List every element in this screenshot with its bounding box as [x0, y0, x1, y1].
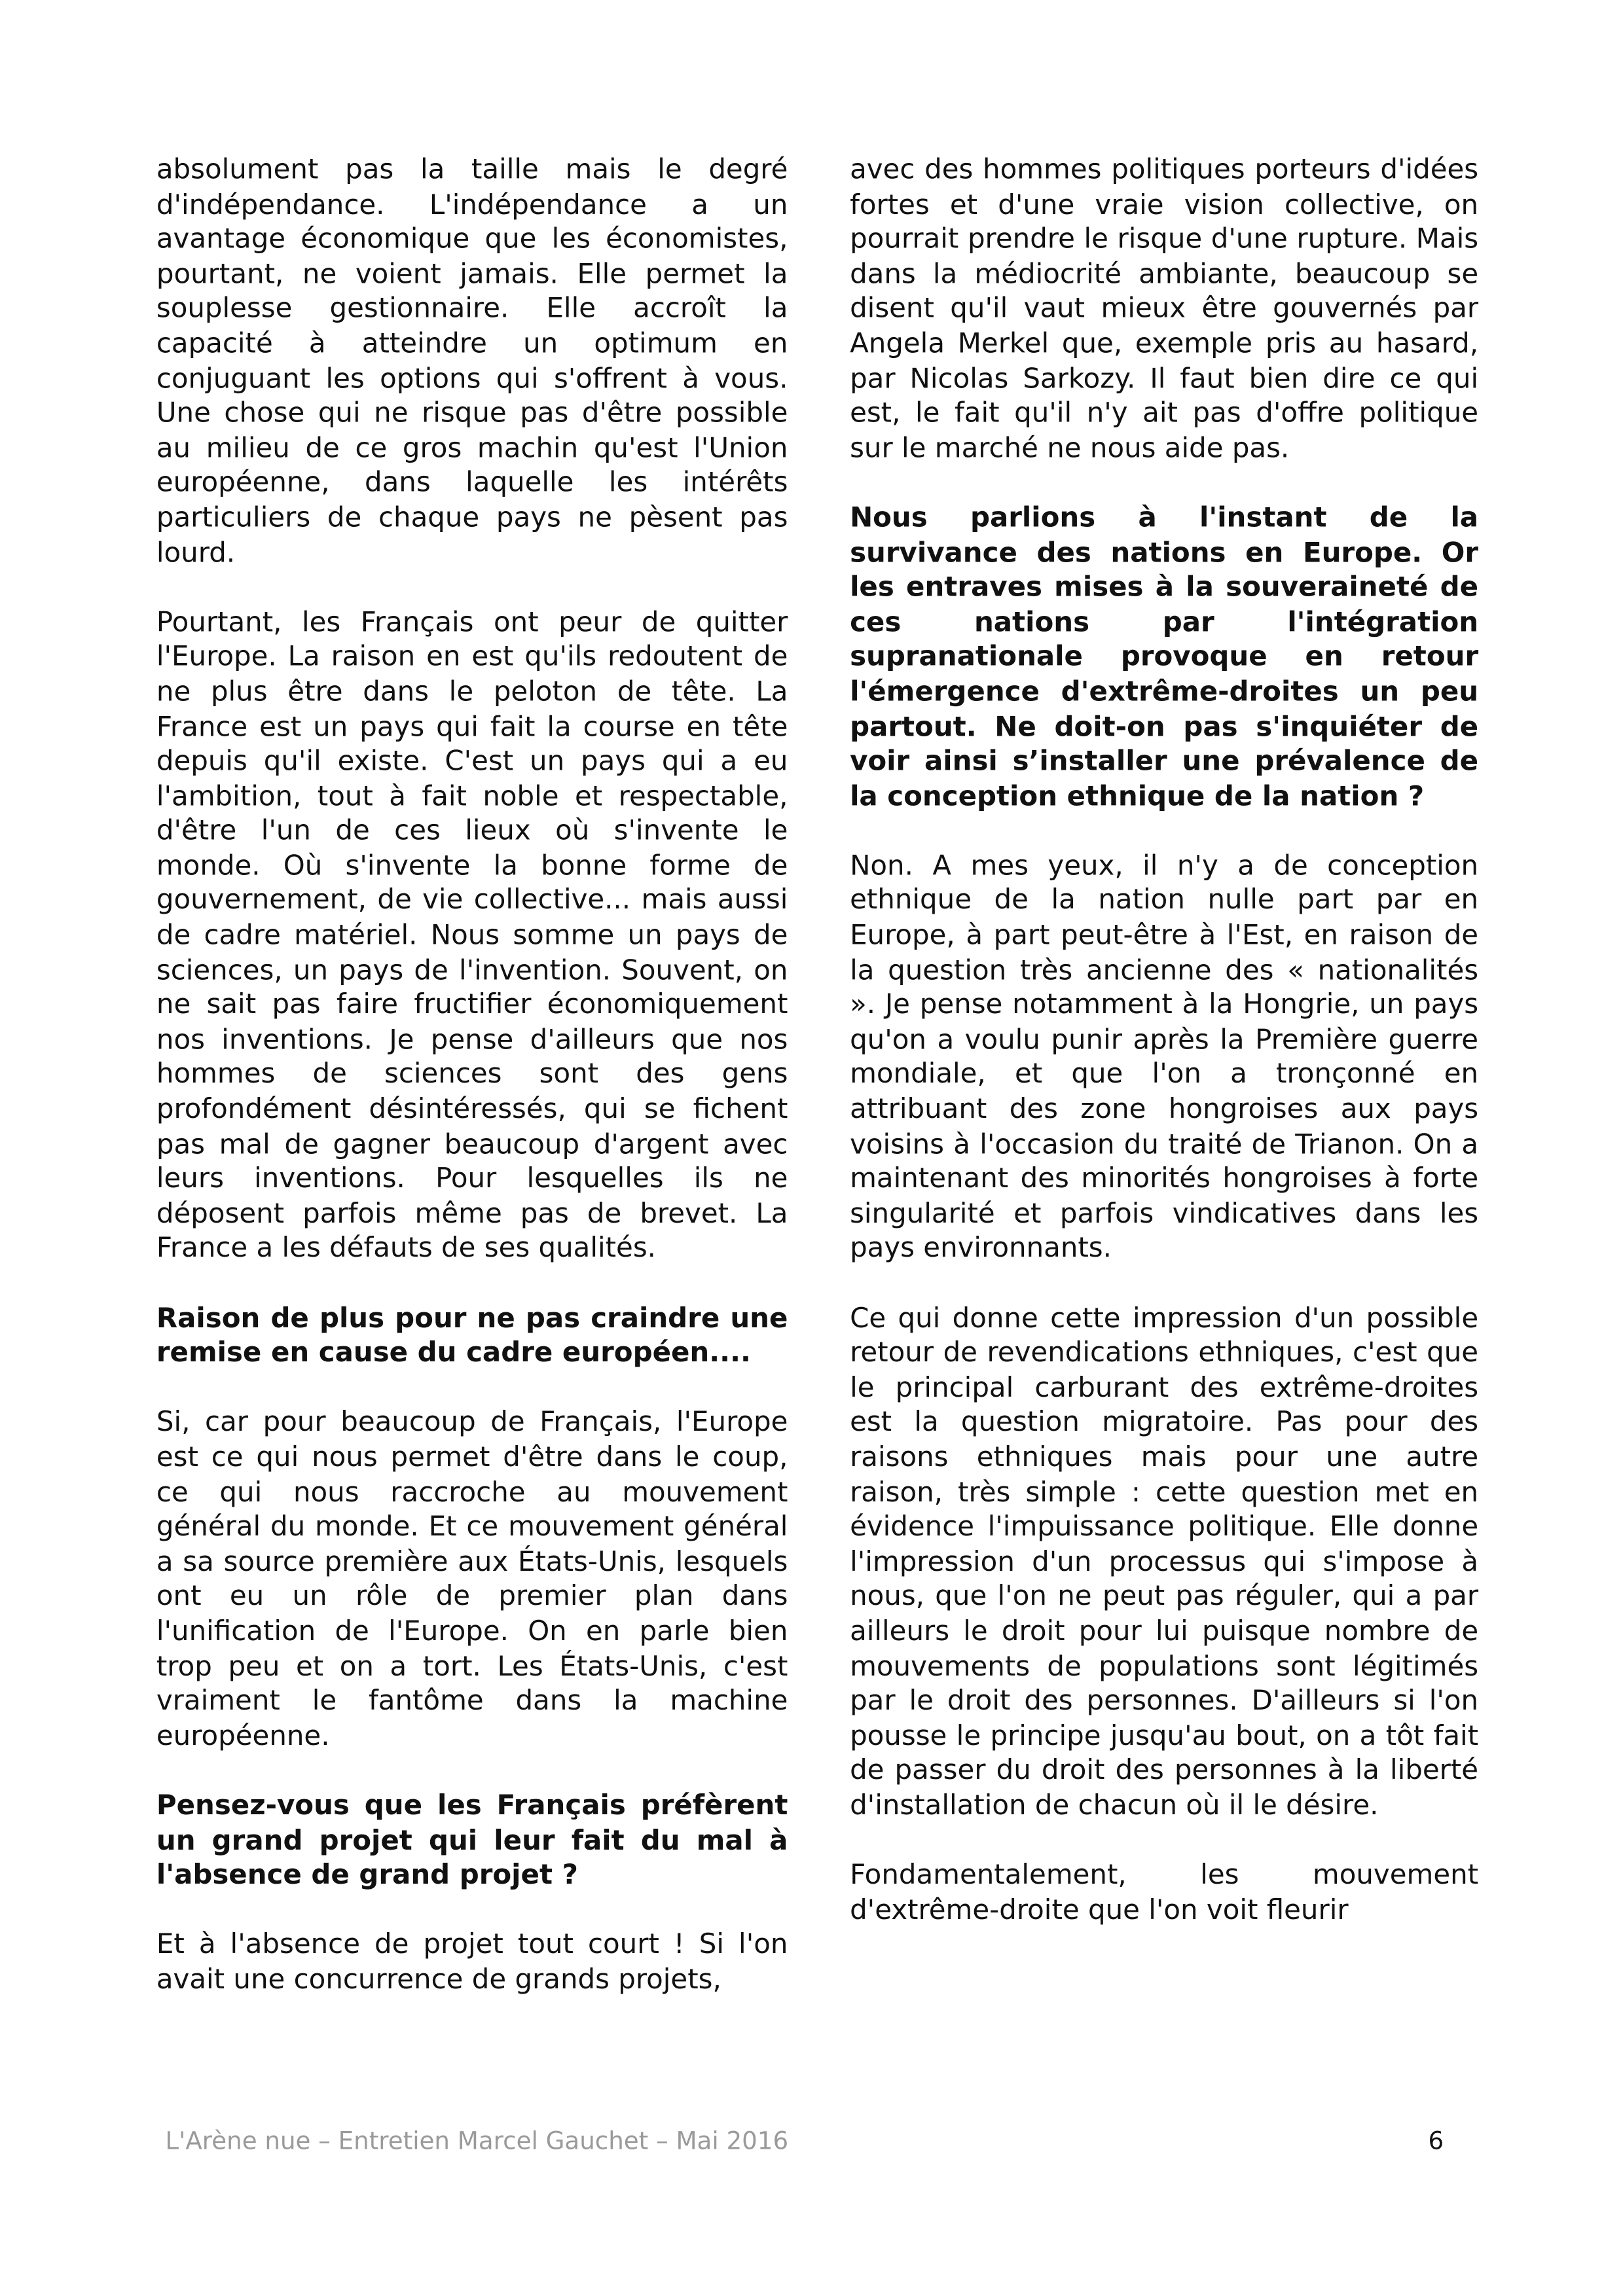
- paragraph: Ce qui donne cette impression d'un possible retour de revendications ethniques, c'est que le principal carburant des extrême-droites est la question migratoire. Pas pour des raisons ethniques mais pour une autre raison, très simple : cette question met en évidence l'impuissance politique. Elle donne l'impression d'un processus qui s'impose à nous, que l'on ne peut pas réguler, qui a par ailleurs le droit pour lui puisque nombre de mouvements de populations sont légitimés par le droit des personnes. D'ailleurs si l'on pousse le principe jusqu'au bout, on a tôt fait de passer du droit des personnes à la liberté d'installation de chacun où il le désire.: [850, 1303, 1479, 1821]
- page-number: 6: [1428, 2126, 1444, 2155]
- paragraph: Et à l'absence de projet tout court ! Si l'on avait une concurrence de grands projets,: [156, 1929, 788, 1996]
- paragraph: avec des hommes politiques porteurs d'idées fortes et d'une vraie vision collective, on pourrait prendre le risque d'une rupture. Mais dans la médiocrité ambiante, beaucoup se disent qu'il vaut mieux être gouvernés par Angela Merkel que, exemple pris au hasard, par Nicolas Sarkozy. Il faut bien dire ce qui est, le fait qu'il n'y ait pas d'offre politique sur le marché ne nous aide pas.: [850, 154, 1479, 465]
- footer-text: L'Arène nue – Entretien Marcel Gauchet – Mai 2016: [165, 2126, 789, 2155]
- paragraph: Non. A mes yeux, il n'y a de conception ethnique de la nation nulle part par en Europe, à part peut-être à l'Est, en raison de la question très ancienne des « nationalités ». Je pense notamment à la Hongrie, un pays qu'on a voulu punir après la Première guerre mondiale, et que l'on a tronçonné en attribuant des zone hongroises aux pays voisins à l'occasion du traité de Trianon. On a maintenant des minorités hongroises à forte singularité et parfois vindicatives dans les pays environnants.: [850, 851, 1479, 1265]
- question-paragraph: Pensez-vous que les Français préfèrent un grand projet qui leur fait du mal à l'absence de grand projet ?: [156, 1790, 788, 1892]
- paragraph: absolument pas la taille mais le degré d'indépendance. L'indépendance a un avantage économique que les économistes, pourtant, ne voient jamais. Elle permet la souplesse gestionnaire. Elle accroît la capacité à atteindre un optimum en conjuguant les options qui s'offrent à vous. Une chose qui ne risque pas d'être possible au milieu de ce gros machin qu'est l'Union européenne, dans laquelle les intérêts particuliers de chaque pays ne pèsent pas lourd.: [156, 154, 788, 569]
- question-paragraph: Nous parlions à l'instant de la survivance des nations en Europe. Or les entraves mises à la souveraineté de ces nations par l'intégration supranationale provoque en retour l'émergence d'extrême-droites un peu partout. Ne doit-on pas s'inquiéter de voir ainsi s’installer une prévalence de la conception ethnique de la nation ?: [850, 503, 1479, 813]
- paragraph: Pourtant, les Français ont peur de quitter l'Europe. La raison en est qu'ils redoutent de ne plus être dans le peloton de tête. La France est un pays qui fait la course en tête depuis qu'il existe. C'est un pays qui a eu l'ambition, tout à fait noble et respectable, d'être l'un de ces lieux où s'invente le monde. Où s'invente la bonne forme de gouvernement, de vie collective... mais aussi de cadre matériel. Nous somme un pays de sciences, un pays de l'invention. Souvent, on ne sait pas faire fructifier économiquement nos inventions. Je pense d'ailleurs que nos hommes de sciences sont des gens profondément désintéressés, qui se fichent pas mal de gagner beaucoup d'argent avec leurs inventions. Pour lesquelles ils ne déposent parfois même pas de brevet. La France a les défauts de ses qualités.: [156, 607, 788, 1265]
- paragraph: Fondamentalement, les mouvement d'extrême-droite que l'on voit fleurir: [850, 1860, 1479, 1926]
- question-paragraph: Raison de plus pour ne pas craindre une remise en cause du cadre européen....: [156, 1303, 788, 1369]
- left-column: [156, 153, 788, 2032]
- paragraph: Si, car pour beaucoup de Français, l'Europe est ce qui nous permet d'être dans le coup, ce qui nous raccroche au mouvement général du monde. Et ce mouvement général a sa source première aux États-Unis, lesquels ont eu un rôle de premier plan dans l'unification de l'Europe. On en parle bien trop peu et on a tort. Les États-Unis, c'est vraiment le fantôme dans la machine européenne.: [156, 1407, 788, 1752]
- right-column: [850, 153, 1478, 1963]
